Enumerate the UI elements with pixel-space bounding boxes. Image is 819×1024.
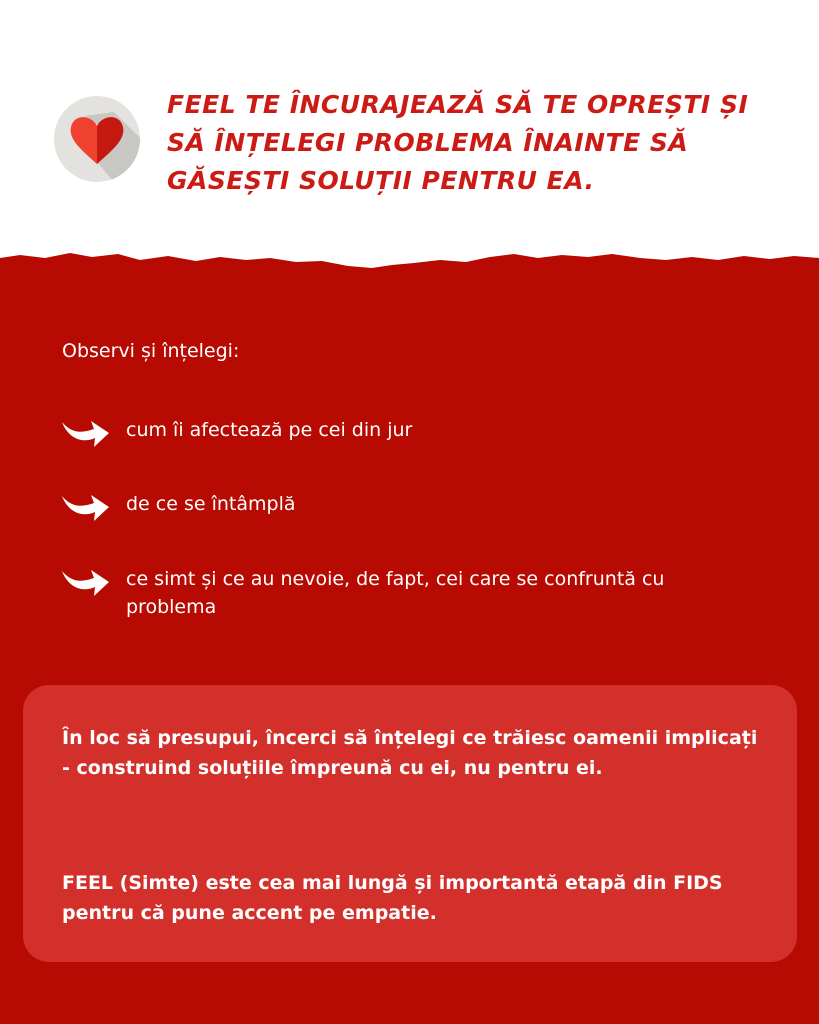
intro-text: Observi și înțelegi: [62, 340, 240, 362]
bullet-text: cum îi afectează pe cei din jur [126, 419, 413, 441]
summary-card [23, 685, 797, 962]
curved-arrow-icon [60, 565, 110, 597]
bullet-text: de ce se întâmplă [126, 493, 296, 515]
card-paragraph: FEEL (Simte) este cea mai lungă și importantă etapă din FIDS pentru că pune accent pe empatie. [62, 872, 723, 924]
bullet-text: ce simt și ce au nevoie, de fapt, cei care se confruntă cu problema [126, 568, 665, 618]
header [0, 0, 819, 270]
card-paragraph: În loc să presupui, încerci să înțelegi ce trăiesc oamenii implicați - construind soluțiile împreună cu ei, nu pentru ei. [62, 727, 758, 779]
headline: FEEL TE ÎNCURAJEAZĂ SĂ TE OPREȘTI ȘI SĂ ÎNȚELEGI PROBLEMA ÎNAINTE SĂ GĂSEȘTI SOLUȚII PENTRU EA. [167, 90, 749, 195]
curved-arrow-icon [60, 490, 110, 522]
heart-icon [54, 96, 140, 182]
curved-arrow-icon [60, 416, 110, 448]
